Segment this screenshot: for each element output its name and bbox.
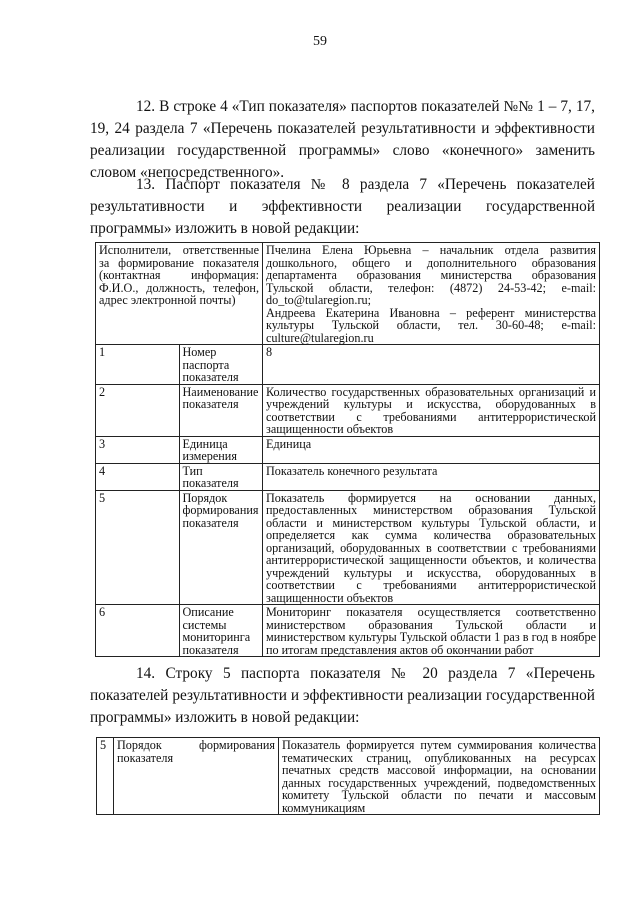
executors-value-cell bbox=[263, 243, 600, 345]
row-label: Описание системы мониторинга показателя bbox=[179, 605, 263, 657]
row-number: 4 bbox=[96, 463, 180, 490]
paragraph-14: 14. Строку 5 паспорта показателя № 20 раздела 7 «Перечень показателей результативности и эффективности реализации государственной программы» изложить в новой редакции: bbox=[90, 665, 595, 726]
row-number: 2 bbox=[96, 384, 180, 436]
indicator-passport-table bbox=[95, 242, 600, 657]
paragraph-13: 13. Паспорт показателя № 8 раздела 7 «Перечень показателей результативности и эффективности реализации государственной программы» изложить в новой редакции: bbox=[90, 176, 595, 237]
row-value: Показатель конечного результата bbox=[263, 463, 600, 490]
table-row bbox=[96, 490, 600, 605]
table-row bbox=[96, 436, 600, 463]
row-value: Показатель формируется путем суммирования количества тематических страниц, опубликованных на ресурсах печатных средств массовой информации, на основании данных государственных учреждений, подведомственных комитету Тульской области по печати и массовым коммуникациям bbox=[279, 738, 600, 815]
row-value: 8 bbox=[263, 345, 600, 385]
row-label: Номер паспорта показателя bbox=[179, 345, 263, 385]
indicator-20-row-table bbox=[96, 737, 600, 815]
row-number: 5 bbox=[97, 738, 114, 815]
row-number: 6 bbox=[96, 605, 180, 657]
row-value: Единица bbox=[263, 436, 600, 463]
row-label: Наименование показателя bbox=[179, 384, 263, 436]
row-value: Мониторинг показателя осуществляется соответственно министерством образования Тульской области и министерством культуры Тульской области 1 раз в год в ноябре по итогам представления актов об окончании работ bbox=[263, 605, 600, 657]
row-label: Тип показателя bbox=[179, 463, 263, 490]
page-number: 59 bbox=[313, 34, 327, 49]
row-value: Количество государственных образовательных организаций и учреждений культуры и искусства, оборудованных в соответствии с требованиями антитеррористической защищенности объектов bbox=[263, 384, 600, 436]
row-value: Показатель формируется на основании данных, предоставленных министерством образования Тульской области и министерством культуры Тульской области, и определяется как сумма количества образовательных организаций, оборудованных в соответствии с требованиями антитеррористической защищенности объектов, и количества учреждений культуры и искусства, оборудованных в соответствии с требованиями антитеррористической защищенности объектов bbox=[263, 490, 600, 605]
row-number: 3 bbox=[96, 436, 180, 463]
row-number: 1 bbox=[96, 345, 180, 385]
row-label: Порядок формирования показателя bbox=[114, 738, 279, 815]
table-row bbox=[96, 345, 600, 385]
table-row bbox=[97, 738, 600, 815]
row-number: 5 bbox=[96, 490, 180, 605]
table-row bbox=[96, 243, 600, 345]
executor-contact-1: Пчелина Елена Юрьевна – начальник отдела развития дошкольного, общего и дополнительного образования департамента образования министерства образования Тульской области, телефон: (4872) 24-53-42; e-mail: do_to@tularegion.ru; bbox=[266, 243, 596, 307]
executors-label-cell: Исполнители, ответственные за формирование показателя (контактная информация: Ф.И.О., должность, телефон, адрес электронной почты) bbox=[96, 243, 263, 345]
table-row bbox=[96, 463, 600, 490]
row-label: Порядок формирования показателя bbox=[179, 490, 263, 605]
row-label: Единица измерения bbox=[179, 436, 263, 463]
executor-contact-2: Андреева Екатерина Ивановна – референт министерства культуры Тульской области, тел. 30-60-48; e-mail: culture@tularegion.ru bbox=[266, 305, 596, 345]
table-row bbox=[96, 384, 600, 436]
table-row bbox=[96, 605, 600, 657]
paragraph-12: 12. В строке 4 «Тип показателя» паспортов показателей №№ 1 – 7, 17, 19, 24 раздела 7 «Перечень показателей результативности и эффективности реализации государственной программы» слово «конечного» заменить словом «непосредственного». bbox=[90, 98, 595, 181]
